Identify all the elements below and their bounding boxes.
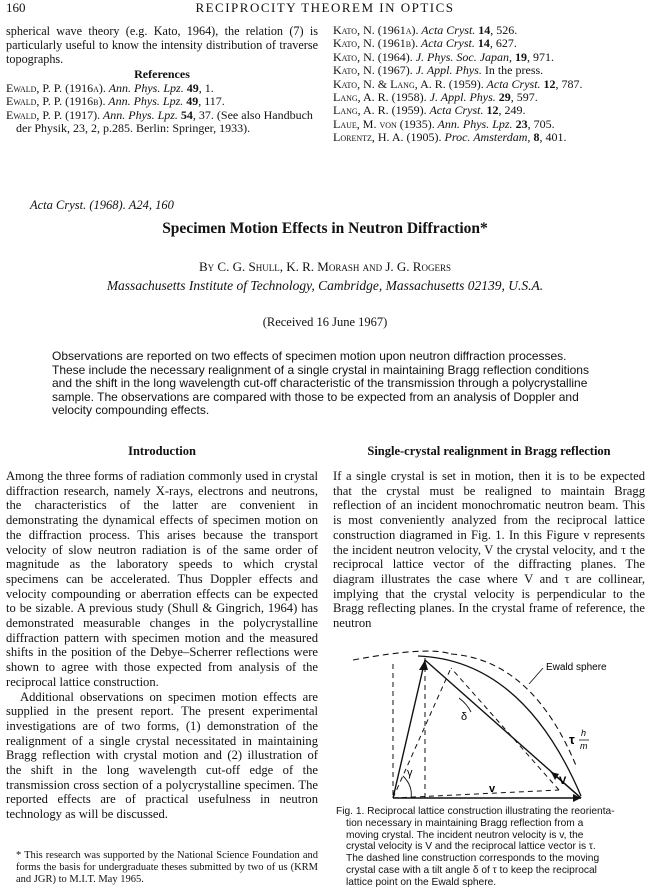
reference-pages: , 117. [198,94,225,109]
reference-pages: , 249. [498,103,526,118]
reference-author: Kato, N. (1964). [333,49,413,64]
dashed-construction-1 [393,668,451,798]
reference-pages: , 971. [527,49,555,64]
reference-journal: Proc. Amsterdam, [441,130,534,145]
reference-journal: Ann. Phys. Lpz. [105,81,187,95]
reference-pages: , 705. [527,116,555,131]
reference-author: Ewald, P. P. (1917). [6,107,101,122]
reference-journal: Acta Cryst. [418,36,478,51]
reference-pages: , 1. [198,81,214,95]
authors-text: By C. G. Shull, K. R. Morash and J. G. Rogers [199,259,451,274]
prev-article-right-column [333,24,645,145]
intro-paragraph-2: Additional observations on specimen motion effects are supplied in the present report. The present experimental investigations are of two forms, (1) demonstration of the realignment of a single crystal necessitated in maintaining Bragg reflection with crystal motion and (2) illustration of the shift in the long wavelength cut-off edge of the transmission cross section of a polycrystalline specimen. The reported effects are of practical usefulness in neutron technology as will be discussed. [6,689,318,822]
reference-volume: 54 [180,107,193,122]
reference-journal: Acta Cryst. [426,103,487,118]
reference-pages: , 787. [555,76,583,91]
gamma-angle-arc [403,776,411,798]
article-affiliation: Massachusetts Institute of Technology, Cambridge, Massachusetts 02139, U.S.A. [106,278,544,293]
section-2-heading: Single-crystal realignment in Bragg reflection [367,444,611,458]
reference-entry [6,95,318,108]
delta-label: δ [461,711,468,723]
tau-label: τ [569,732,575,747]
moving-ewald-arc-left [353,651,451,660]
gamma-label: γ [407,767,413,779]
reference-author: Lang, A. R. (1958). [333,90,427,105]
reference-journal: Ann. Phys. Lpz. [105,94,187,109]
caption-line: crystal velocity is V and the reciprocal lattice vector is τ. [346,841,596,853]
introduction-body [6,469,318,822]
reference-pages: , 627. [489,36,517,51]
reference-journal: J. Appl. Phys. [426,90,499,105]
reference-pages: , 37. (See also Handbuch der Physik, 23, 2, p.285. Berlin: Springer, 1933). [16,107,313,136]
reference-author: Kato, N. (1967). [333,63,413,78]
running-title: RECIPROCITY THEOREM IN OPTICS [195,0,455,15]
reference-volume: 14 [478,23,491,37]
right-reference-list [333,24,645,145]
reference-entry [333,37,645,50]
reference-volume: 49 [186,81,199,95]
reference-pages: , 401. [539,130,567,145]
reference-entry [333,91,645,104]
citation-text: Acta Cryst. (1968). A24, 160 [30,198,174,212]
reference-author: Kato, N. (1961a). [333,23,419,37]
reference-entry [333,131,645,144]
reference-entry [333,118,645,131]
h-label: h [581,728,587,738]
caption-line: crystal case with a tilt angle δ of τ to keep the reciprocal [346,864,597,876]
left-reference-list [6,82,318,136]
reference-entry [333,51,645,64]
figure-1-diagram [333,648,645,804]
crystal-velocity-arrowhead [551,772,559,780]
reference-author: Lang, A. R. (1959). [333,103,427,118]
abstract: Observations are reported on two effects of specimen motion upon neutron diffraction processes. These include the necessary realignment of a single crystal in maintaining Bragg reflection conditions and the shift in the long wavelength cut-off characteristic of the transmission through a polycrystalline sample. The observations are compared with those to be expected from an analysis of Doppler and velocity compounding effects. [52,349,589,417]
figure-1-caption [336,806,644,889]
ewald-leader-line [529,668,543,684]
article-authors [0,259,650,275]
article-citation [30,198,174,213]
article-title: Specimen Motion Effects in Neutron Diffraction* [162,220,488,237]
reference-entry [333,64,645,77]
reference-journal: Ann. Phys. Lpz. [434,116,516,131]
reference-pages: , 526. [490,23,518,37]
references-heading: References [134,67,190,81]
caption-line: The dashed line construction corresponds to the moving [346,853,600,865]
section-2-paragraph-1: If a single crystal is set in motion, then it is to be expected that the crystal must be realigned to maintain Bragg reflection of an incident monochromatic neutron beam. This is most conveniently analyzed from the reciprocal lattice construction diagramed in Fig. 1. In this Figure v represents the incident neutron velocity, V the crystal velocity, and τ the reciprocal lattice vector of the diffracting planes. The diagram illustrates the case where V and τ are collinear, implying that the crystal velocity is perpendicular to the Bragg reflecting planes. In the crystal frame of reference, the neutron [333,469,645,631]
delta-angle-arc [459,698,471,712]
V-label: V [559,775,567,787]
section-2-body [333,469,645,631]
prev-article-text: spherical wave theory (e.g. Kato, 1964), the relation (7) is particularly useful to know the intensity distribution of traverse topographs. [6,24,318,66]
reference-author: Ewald, P. P. (1916b). [6,94,106,109]
reference-author: Lorentz, H. A. (1905). [333,130,442,145]
m-label: m [580,741,588,751]
dashed-construction-2 [451,668,559,790]
caption-line: moving crystal. The incident neutron velocity is v, the [346,829,584,841]
reference-volume: 19 [515,49,528,64]
reference-entry [6,109,318,136]
reference-pages: In the press. [484,63,544,78]
reference-entry [333,104,645,117]
reference-journal: Acta Cryst. [483,76,544,91]
intro-paragraph-1: Among the three forms of radiation commonly used in crystal diffraction research, namely X-rays, electrons and neutrons, the characteristics of the latter are convenient in demonstrating the dynamical effects of specimen motion on the diffraction process. This arises because the transport velocity of slow neutron radiation is of the same order of magnitude as the laboratory speeds to which crystal specimens can be accelerated. Thus Doppler effects and velocity compounding or aberration effects can be expected to be sizable. A previous study (Shull & Gingrich, 1964) has demonstrated measurable changes in the polycrystalline diffraction pattern with specimen motion and the measured shifts in the position of the Debye–Scherrer reflections were shown to agree with those expected from analysis of the reciprocal lattice construction. [6,469,318,689]
footnote-text: * This research was supported by the National Science Foundation and forms the basis for undergraduate theses submitted by two of us (KRM and JGR) to M.I.T. May 1965. [16,850,318,885]
reference-journal: J. Phys. Soc. Japan, [412,49,516,64]
reference-entry [6,82,318,95]
reference-entry [333,24,645,37]
reference-volume: 49 [186,94,199,109]
reference-journal: Acta Cryst. [418,23,479,37]
prev-article-left-column [6,24,318,136]
page-number: 160 [6,0,26,15]
caption-line: lattice point on the Ewald sphere. [346,876,497,888]
introduction-heading: Introduction [128,444,196,458]
dashed-construction-3 [393,790,559,798]
footnote [6,850,318,886]
reference-volume: 12 [486,103,499,118]
reference-volume: 23 [515,116,528,131]
caption-line: tion necessary in maintaining Bragg reflection from a [346,817,584,829]
reference-volume: 29 [498,90,511,105]
reference-author: Ewald, P. P. (1916a). [6,81,106,95]
reference-volume: 14 [477,36,490,51]
caption-line: Fig. 1. Reciprocal lattice construction illustrating the reorienta- [336,806,615,817]
reference-volume: 12 [543,76,556,91]
reference-author: Laue, M. von (1935). [333,116,435,131]
reference-journal: Ann. Phys. Lpz. [100,107,181,122]
reference-volume: 8 [533,130,540,145]
received-date: (Received 16 June 1967) [262,315,388,329]
section-2-column [333,444,645,631]
reference-entry [333,78,645,91]
reference-journal: J. Appl. Phys. [412,63,485,78]
introduction-column [6,444,318,822]
v-label: v [489,783,496,795]
reference-pages: , 597. [510,90,538,105]
reference-author: Kato, N. (1961b). [333,36,419,51]
reference-author: Kato, N. & Lang, A. R. (1959). [333,76,484,91]
ewald-sphere-label: Ewald sphere [546,662,607,673]
